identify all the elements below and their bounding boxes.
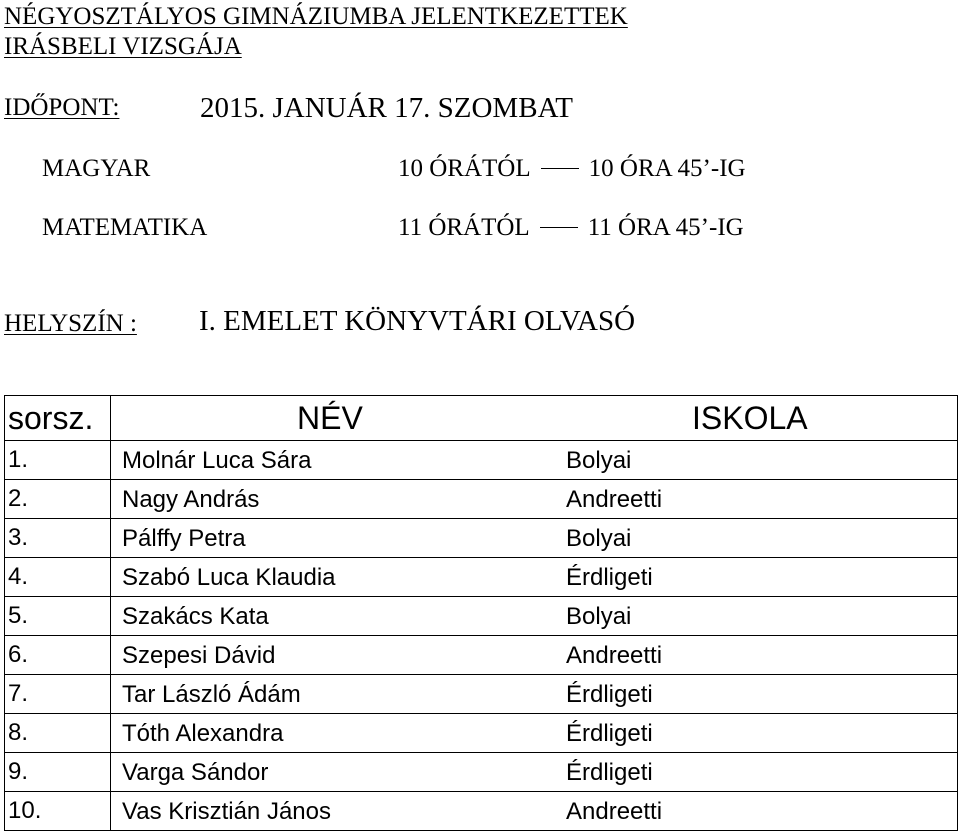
row-school: Andreetti: [566, 642, 663, 670]
row-num: 5.: [5, 597, 111, 636]
row-name: Nagy András: [122, 486, 260, 514]
row-school: Érdligeti: [566, 681, 653, 709]
row-num: 10.: [5, 792, 111, 831]
row-name-school: [111, 753, 958, 792]
row-school: Érdligeti: [566, 759, 653, 787]
exam-date: 2015. JANUÁR 17. SZOMBAT: [200, 92, 574, 124]
table-row: [5, 675, 958, 714]
row-num: 9.: [5, 753, 111, 792]
row-name: Pálffy Petra: [122, 525, 246, 553]
row-name: Varga Sándor: [122, 759, 269, 787]
dash-separator: [540, 227, 578, 228]
row-name: Tóth Alexandra: [122, 720, 284, 748]
time-to: 10 ÓRA 45’-IG: [588, 155, 746, 182]
row-name-school: [111, 480, 958, 519]
row-name: Vas Krisztián János: [122, 798, 331, 826]
location-label: HELYSZÍN :: [4, 310, 137, 337]
row-name: Szepesi Dávid: [122, 642, 276, 670]
row-school: Bolyai: [566, 603, 632, 631]
row-name-school: [111, 519, 958, 558]
schedule-label: IDŐPONT:: [4, 94, 120, 121]
dash-separator: [541, 168, 579, 169]
header-name: NÉV: [297, 400, 363, 437]
subject-name: MATEMATIKA: [42, 214, 208, 241]
subject-time: [398, 214, 744, 242]
row-num: 6.: [5, 636, 111, 675]
row-num: 8.: [5, 714, 111, 753]
subject-time: [398, 155, 746, 183]
row-school: Bolyai: [566, 447, 632, 475]
time-from: 11 ÓRÁTÓL: [398, 214, 530, 241]
row-name-school: [111, 636, 958, 675]
time-from: 10 ÓRÁTÓL: [398, 155, 531, 182]
row-num: 4.: [5, 558, 111, 597]
header-name-school: [111, 396, 958, 441]
table-row: [5, 597, 958, 636]
table-row: [5, 519, 958, 558]
table-row: [5, 714, 958, 753]
time-to: 11 ÓRA 45’-IG: [587, 214, 744, 241]
row-name-school: [111, 792, 958, 831]
row-name-school: [111, 675, 958, 714]
table-row: [5, 480, 958, 519]
row-name-school: [111, 558, 958, 597]
location-value: I. EMELET KÖNYVTÁRI OLVASÓ: [199, 305, 636, 337]
row-name: Molnár Luca Sára: [122, 447, 312, 475]
header-school: ISKOLA: [692, 400, 808, 437]
header-num: sorsz.: [5, 396, 111, 441]
table-row: [5, 753, 958, 792]
row-school: Andreetti: [566, 486, 663, 514]
row-name-school: [111, 597, 958, 636]
table-row: [5, 636, 958, 675]
table-row: [5, 558, 958, 597]
row-school: Bolyai: [566, 525, 632, 553]
row-school: Andreetti: [566, 798, 663, 826]
roster-table: [4, 395, 958, 831]
row-school: Érdligeti: [566, 720, 653, 748]
row-name-school: [111, 441, 958, 480]
row-school: Érdligeti: [566, 564, 653, 592]
table-row: [5, 792, 958, 831]
title-line-1: NÉGYOSZTÁLYOS GIMNÁZIUMBA JELENTKEZETTEK: [4, 3, 628, 30]
table-header-row: [5, 396, 958, 441]
row-num: 3.: [5, 519, 111, 558]
row-name: Tar László Ádám: [122, 681, 301, 709]
row-name-school: [111, 714, 958, 753]
row-name: Szabó Luca Klaudia: [122, 564, 336, 592]
subject-name: MAGYAR: [42, 155, 151, 182]
row-name: Szakács Kata: [122, 603, 269, 631]
row-num: 2.: [5, 480, 111, 519]
row-num: 1.: [5, 441, 111, 480]
table-row: [5, 441, 958, 480]
title-line-2: IRÁSBELI VIZSGÁJA: [4, 33, 242, 60]
row-num: 7.: [5, 675, 111, 714]
